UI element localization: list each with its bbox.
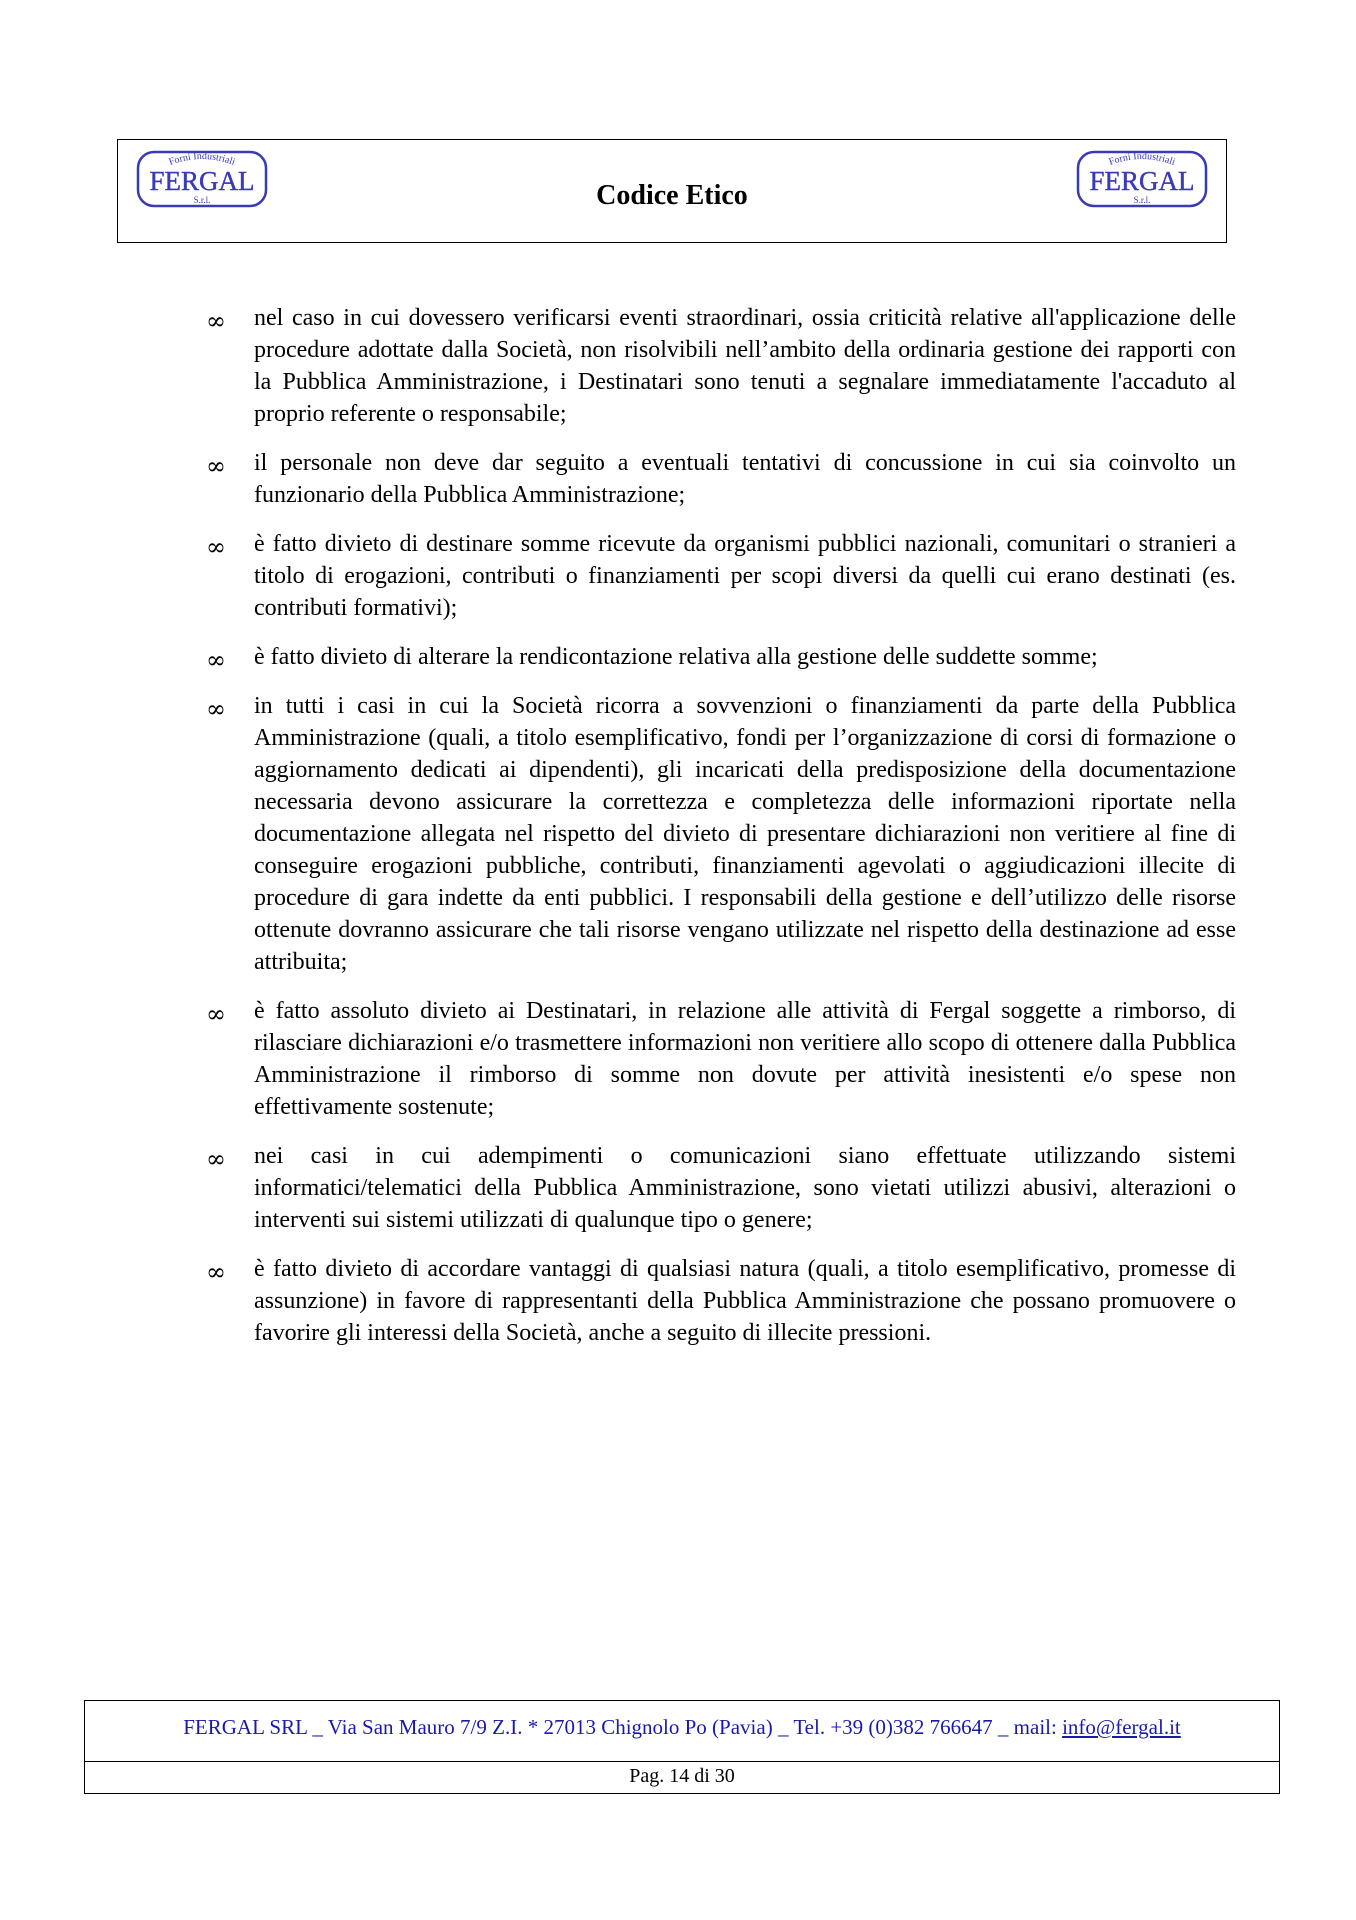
bullet-list bbox=[206, 302, 1236, 1366]
list-item-text: in tutti i casi in cui la Società ricorra a sovvenzioni o finanziamenti da parte della Pubblica Amministrazione (quali, a titolo esemplificativo, fondi per l’organizzazione di corsi di formazione o aggiornamento dedicati ai dipendenti), gli incaricati della predisposizione della documentazione necessaria devono assicurare la correttezza e completezza delle informazioni riportate nella documentazione allegata nel rispetto del divieto di presentare dichiarazioni non veritiere al fine di conseguire erogazioni pubbliche, contributi, finanziamenti agevolati o aggiudicazioni illecite di procedure di gara indette da enti pubblici. I responsabili della gestione e dell’utilizzo delle risorse ottenute dovranno assicurare che tali risorse vengano utilizzate nel rispetto della destinazione ad esse attribuita; bbox=[254, 693, 1236, 975]
infinity-bullet-icon: ∞ bbox=[206, 533, 226, 561]
fergal-logo-right bbox=[1074, 146, 1210, 212]
infinity-bullet-icon: ∞ bbox=[206, 452, 226, 480]
list-item bbox=[206, 302, 1236, 430]
svg-text:Forni Industriali: Forni Industriali bbox=[1107, 150, 1177, 168]
company-address bbox=[85, 1715, 1279, 1749]
list-item bbox=[206, 995, 1236, 1123]
svg-text:FERGAL: FERGAL bbox=[149, 166, 255, 196]
list-item-text: è fatto divieto di accordare vantaggi di qualsiasi natura (quali, a titolo esemplificativo, promesse di assunzione) in favore di rappresentanti della Pubblica Amministrazione che possano promuovere o favorire gli interessi della Società, anche a seguito di illecite pressioni. bbox=[254, 1256, 1236, 1346]
email-link[interactable]: info@fergal.it bbox=[1062, 1715, 1181, 1739]
list-item bbox=[206, 690, 1236, 978]
page-title: Codice Etico bbox=[596, 180, 748, 211]
infinity-bullet-icon: ∞ bbox=[206, 1000, 226, 1028]
infinity-bullet-icon: ∞ bbox=[206, 646, 226, 674]
infinity-bullet-icon: ∞ bbox=[206, 1258, 226, 1286]
infinity-bullet-icon: ∞ bbox=[206, 1145, 226, 1173]
page-footer bbox=[84, 1700, 1280, 1794]
footer-divider bbox=[85, 1761, 1279, 1762]
svg-text:Forni Industriali: Forni Industriali bbox=[167, 150, 237, 168]
list-item-text: è fatto divieto di alterare la rendicontazione relativa alla gestione delle suddette somme; bbox=[254, 644, 1098, 670]
svg-text:S.r.l.: S.r.l. bbox=[193, 195, 211, 205]
page-number: Pag. 14 di 30 bbox=[629, 1765, 735, 1787]
fergal-logo-icon bbox=[1074, 146, 1210, 212]
page-header bbox=[117, 139, 1227, 243]
list-item bbox=[206, 1253, 1236, 1349]
svg-text:S.r.l.: S.r.l. bbox=[1133, 195, 1151, 205]
list-item-text: nei casi in cui adempimenti o comunicazioni siano effettuate utilizzando sistemi informatici/telematici della Pubblica Amministrazione, sono vietati utilizzi abusivi, alterazioni o interventi sui sistemi utilizzati di qualunque tipo o genere; bbox=[254, 1143, 1236, 1233]
list-item bbox=[206, 641, 1236, 673]
list-item bbox=[206, 528, 1236, 624]
address-text: FERGAL SRL _ Via San Mauro 7/9 Z.I. * 27013 Chignolo Po (Pavia) _ Tel. +39 (0)382 766647 _ mail: bbox=[183, 1715, 1063, 1739]
list-item bbox=[206, 1140, 1236, 1236]
infinity-bullet-icon: ∞ bbox=[206, 695, 226, 723]
svg-text:FERGAL: FERGAL bbox=[1089, 166, 1195, 196]
list-item-text: è fatto divieto di destinare somme ricevute da organismi pubblici nazionali, comunitari o stranieri a titolo di erogazioni, contributi o finanziamenti per scopi diversi da quelli cui erano destinati (es. contributi formativi); bbox=[254, 531, 1236, 621]
list-item-text: è fatto assoluto divieto ai Destinatari, in relazione alle attività di Fergal soggette a rimborso, di rilasciare dichiarazioni e/o trasmettere informazioni non veritiere allo scopo di ottenere dalla Pubblica Amministrazione il rimborso di somme non dovute per attività inesistenti e/o spese non effettivamente sostenute; bbox=[254, 998, 1236, 1120]
list-item-text: nel caso in cui dovessero verificarsi eventi straordinari, ossia criticità relative all'applicazione delle procedure adottate dalla Società, non risolvibili nell’ambito della ordinaria gestione dei rapporti con la Pubblica Amministrazione, i Destinatari sono tenuti a segnalare immediatamente l'accaduto al proprio referente o responsabile; bbox=[254, 305, 1236, 427]
list-item-text: il personale non deve dar seguito a eventuali tentativi di concussione in cui sia coinvolto un funzionario della Pubblica Amministrazione; bbox=[254, 450, 1236, 508]
list-item bbox=[206, 447, 1236, 511]
infinity-bullet-icon: ∞ bbox=[206, 307, 226, 335]
